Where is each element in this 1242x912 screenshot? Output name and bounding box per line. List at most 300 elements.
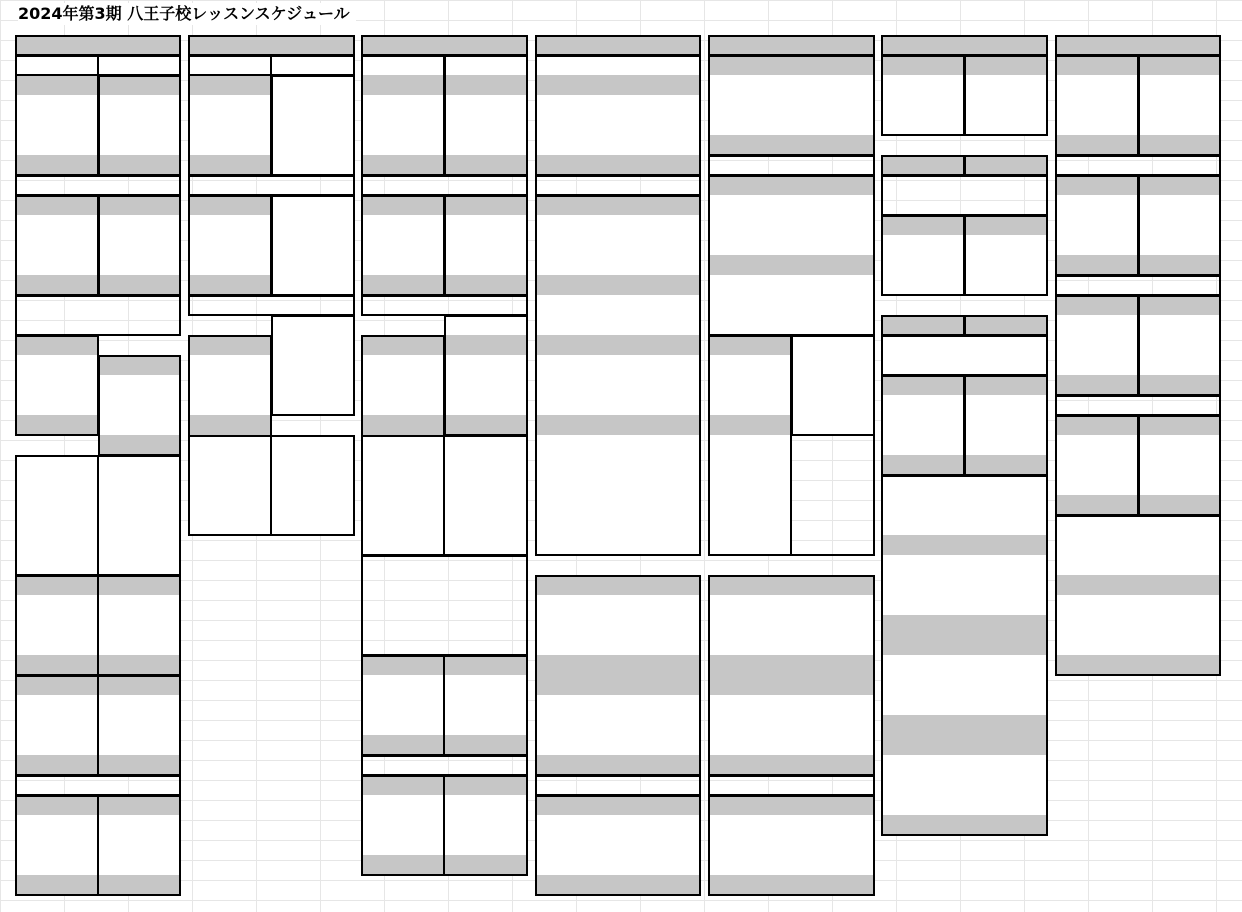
sat-name-cell xyxy=(881,655,1047,675)
sat-border-line xyxy=(881,35,883,56)
thu-time-cell xyxy=(535,875,700,895)
sat-name-cell xyxy=(881,235,964,255)
tue-border-line xyxy=(188,295,190,316)
wed-name-cell xyxy=(444,95,527,115)
mon-border-line xyxy=(179,55,181,76)
mon-capacity-cell xyxy=(98,255,180,275)
mon-instructor-cell xyxy=(15,235,98,255)
mon-time-cell xyxy=(98,435,180,455)
tue-border-line xyxy=(188,35,190,56)
fri-time-cell xyxy=(708,675,874,695)
tue-border-line xyxy=(353,35,355,56)
sun-border-line xyxy=(1138,415,1140,516)
sat-time-cell xyxy=(964,215,1047,235)
tue-border-line xyxy=(188,74,354,76)
wed-border-line xyxy=(361,755,363,776)
sat-time-cell xyxy=(964,315,1047,335)
thu-instructor-cell xyxy=(535,115,700,135)
tue-capacity-cell xyxy=(188,135,271,155)
sun-name-cell xyxy=(1055,195,1138,215)
sun-instructor-cell xyxy=(1138,455,1220,475)
sun-instructor-cell xyxy=(1055,335,1138,355)
mon-border-line xyxy=(179,355,181,456)
mon-name-cell xyxy=(98,215,180,235)
sat-border-line xyxy=(964,215,966,296)
tue-time-cell xyxy=(188,335,271,355)
mon-border-line xyxy=(179,195,181,296)
wed-border-line xyxy=(361,295,363,316)
wed-instructor-cell xyxy=(444,375,527,395)
mon-border-line xyxy=(15,575,180,577)
wed-border-line xyxy=(361,55,444,57)
sun-border-line xyxy=(1055,275,1057,296)
sun-time-cell xyxy=(1138,255,1220,275)
tue-time-cell xyxy=(188,195,271,215)
mon-border-line xyxy=(15,794,180,796)
wed-name-cell xyxy=(444,215,527,235)
thu-fc-block-cell xyxy=(535,295,700,335)
mon-border-line xyxy=(15,675,17,776)
thu-border-line xyxy=(535,175,537,196)
tue-instructor-cell xyxy=(188,115,271,135)
sat-time-cell xyxy=(881,315,964,335)
sat-border-line xyxy=(1046,175,1048,216)
wed-capacity-cell xyxy=(444,135,527,155)
sat-capacity-cell xyxy=(881,275,964,295)
mon-time-cell xyxy=(98,155,180,175)
sun-time-cell xyxy=(1138,175,1220,195)
tue-time-cell xyxy=(188,75,271,95)
mon-border-line xyxy=(15,175,17,196)
sun-border-line xyxy=(1219,395,1221,416)
sat-instructor-cell xyxy=(964,415,1047,435)
wed-border-line xyxy=(526,35,528,56)
thu-fc-block-cell xyxy=(535,435,700,555)
mon-border-line xyxy=(15,455,17,576)
sun-time-cell xyxy=(1055,175,1138,195)
tue-border-line xyxy=(188,195,190,296)
fri-time-cell xyxy=(708,755,874,775)
wed-border-line xyxy=(526,195,528,296)
sun-instructor-cell xyxy=(1055,455,1138,475)
sat-border-line xyxy=(1046,55,1048,136)
tue-border-line xyxy=(188,194,354,196)
sat-border-line xyxy=(881,315,883,336)
sun-name-cell xyxy=(1055,435,1138,455)
sat-instructor-cell xyxy=(964,95,1047,115)
mon-time-cell xyxy=(98,75,180,95)
sat-name-cell xyxy=(964,395,1047,415)
mon-border-line xyxy=(98,75,100,176)
sat-time-cell xyxy=(964,55,1047,75)
thu-name-cell xyxy=(535,815,700,835)
fri-name-cell xyxy=(708,695,874,715)
fri-instructor-cell xyxy=(708,215,874,235)
thu-capacity-cell xyxy=(535,635,700,655)
mon-time-cell xyxy=(15,415,98,435)
tue-border-line xyxy=(271,414,354,416)
tue-border-line xyxy=(188,55,354,57)
sun-border-line xyxy=(1219,35,1221,56)
fri-border-line xyxy=(791,335,793,436)
sun-border-line xyxy=(1219,515,1221,676)
sun-border-line xyxy=(1055,674,1220,676)
wed-border-line xyxy=(361,55,363,176)
mon-time-cell xyxy=(15,335,98,355)
thu-capacity-cell xyxy=(535,135,700,155)
mon-border-line xyxy=(15,35,180,37)
sat-border-line xyxy=(881,374,1047,376)
sat-name-cell xyxy=(881,755,1047,775)
sat-name-cell xyxy=(964,235,1047,255)
sat-border-line xyxy=(964,315,1047,317)
wed-capacity-cell xyxy=(361,395,444,415)
sun-border-line xyxy=(1055,55,1138,57)
tue-border-line xyxy=(188,335,271,337)
sat-fc-block-cell xyxy=(881,335,1047,375)
sat-border-line xyxy=(964,155,966,176)
sun-name-cell xyxy=(1055,315,1138,335)
mon-border-line xyxy=(179,295,181,336)
mon-border-line xyxy=(98,195,100,296)
sun-border-line xyxy=(1219,295,1221,396)
mon-border-line xyxy=(15,675,180,677)
fri-fc-block-cell xyxy=(708,275,874,335)
sat-name-cell xyxy=(881,395,964,415)
mon-border-line xyxy=(98,355,180,357)
sat-time-cell xyxy=(881,815,1047,835)
thu-time-cell xyxy=(535,415,700,435)
sun-capacity-cell xyxy=(1138,355,1220,375)
wed-border-line xyxy=(444,55,527,57)
mon-time-cell xyxy=(15,195,98,215)
fri-name-cell xyxy=(791,335,874,435)
thu-time-cell xyxy=(535,575,700,595)
thu-border-line xyxy=(535,35,700,37)
fri-capacity-cell xyxy=(708,735,874,755)
sat-border-line xyxy=(1046,155,1048,176)
sat-name-cell xyxy=(881,555,1047,575)
sat-border-line xyxy=(881,55,883,136)
sun-time-cell xyxy=(1055,55,1138,75)
sun-border-line xyxy=(1055,55,1057,156)
sat-capacity-cell xyxy=(964,275,1047,295)
sat-border-line xyxy=(881,215,883,296)
sun-time-cell xyxy=(1055,415,1138,435)
mon-day-header xyxy=(15,35,180,55)
sat-time-cell xyxy=(881,455,964,475)
fri-border-line xyxy=(708,554,874,556)
sun-border-line xyxy=(1055,35,1057,56)
fri-capacity-cell xyxy=(708,395,791,415)
tue-border-line xyxy=(188,295,354,297)
wed-border-line xyxy=(444,195,446,296)
sat-border-line xyxy=(881,335,1047,337)
sun-instructor-cell xyxy=(1138,95,1220,115)
wed-border-line xyxy=(361,874,527,876)
thu-time-cell xyxy=(535,335,700,355)
thu-capacity-cell xyxy=(535,395,700,415)
thu-border-line xyxy=(535,575,700,577)
sat-capacity-cell xyxy=(881,115,964,135)
fri-border-line xyxy=(708,335,710,556)
sat-capacity-cell xyxy=(881,595,1047,615)
mon-border-line xyxy=(15,575,17,676)
fri-border-line xyxy=(708,575,710,776)
wed-day-header xyxy=(361,35,527,55)
wed-time-cell xyxy=(444,195,527,215)
wed-time-cell xyxy=(444,335,527,355)
sun-border-line xyxy=(1055,155,1057,176)
mon-name-cell xyxy=(15,215,98,235)
thu-border-line xyxy=(535,795,537,896)
mon-border-line xyxy=(15,195,17,296)
sat-instructor-cell xyxy=(881,575,1047,595)
fri-border-line xyxy=(873,55,875,156)
thu-time-cell xyxy=(535,675,700,695)
fri-fc-block-cell xyxy=(708,435,791,555)
sun-border-line xyxy=(1219,55,1221,156)
sun-time-cell xyxy=(1055,135,1138,155)
fri-capacity-cell xyxy=(708,635,874,655)
fri-border-line xyxy=(708,55,874,57)
sun-instructor-cell xyxy=(1055,615,1220,635)
wed-time-cell xyxy=(444,75,527,95)
sun-time-cell xyxy=(1138,375,1220,395)
sat-border-line xyxy=(881,335,883,376)
mon-border-line xyxy=(179,575,181,676)
thu-name-cell xyxy=(535,695,700,715)
fri-border-line xyxy=(873,775,875,796)
sun-border-line xyxy=(1055,275,1220,277)
sun-time-cell xyxy=(1055,375,1138,395)
fri-time-cell xyxy=(708,255,874,275)
thu-border-line xyxy=(535,194,700,196)
sat-border-line xyxy=(1046,475,1048,836)
thu-time-cell xyxy=(535,755,700,775)
tue-capacity-cell xyxy=(188,395,271,415)
fri-name-cell xyxy=(708,595,874,615)
sun-capacity-cell xyxy=(1055,355,1138,375)
thu-capacity-cell xyxy=(535,735,700,755)
thu-border-line xyxy=(535,195,537,556)
thu-time-cell xyxy=(535,195,700,215)
sat-border-line xyxy=(881,834,1047,836)
sun-border-line xyxy=(1055,295,1057,396)
sat-instructor-cell xyxy=(881,255,964,275)
fri-border-line xyxy=(708,35,874,37)
mon-capacity-cell xyxy=(15,135,98,155)
fri-border-line xyxy=(708,775,874,777)
sat-border-line xyxy=(1046,315,1048,336)
thu-capacity-cell xyxy=(535,855,700,875)
tue-capacity-cell xyxy=(188,255,271,275)
sun-border-line xyxy=(1138,175,1140,276)
sat-border-line xyxy=(964,294,1047,296)
sat-time-cell xyxy=(881,155,964,175)
sun-instructor-cell xyxy=(1055,215,1138,235)
fri-time-cell xyxy=(708,655,874,675)
sun-border-line xyxy=(1138,55,1140,156)
wed-fc-block-cell xyxy=(361,55,444,75)
mon-border-line xyxy=(179,75,181,176)
mon-border-line xyxy=(15,795,17,896)
sun-time-cell xyxy=(1138,415,1220,435)
mon-border-line xyxy=(15,194,180,196)
sat-border-line xyxy=(881,175,883,216)
sat-time-cell xyxy=(881,55,964,75)
thu-border-line xyxy=(699,55,701,176)
wed-time-cell xyxy=(361,275,444,295)
fri-time-cell xyxy=(708,55,874,75)
mon-border-line xyxy=(15,434,98,436)
sat-fc-block-cell xyxy=(881,475,1047,535)
wed-border-line xyxy=(526,555,528,656)
tue-border-line xyxy=(353,295,355,316)
wed-time-cell xyxy=(361,415,444,435)
wed-capacity-cell xyxy=(361,135,444,155)
mon-border-line xyxy=(15,175,180,177)
mon-border-line xyxy=(15,455,180,457)
thu-border-line xyxy=(535,55,700,57)
sat-border-line xyxy=(964,134,1047,136)
mon-border-line xyxy=(179,775,181,796)
sun-instructor-cell xyxy=(1055,95,1138,115)
mon-time-cell xyxy=(98,355,180,375)
fri-name-cell xyxy=(708,195,874,215)
sat-border-line xyxy=(881,475,883,836)
mon-instructor-cell xyxy=(98,115,180,135)
fri-border-line xyxy=(873,175,875,336)
fri-time-cell xyxy=(708,175,874,195)
mon-border-line xyxy=(179,795,181,896)
mon-capacity-cell xyxy=(15,395,98,415)
wed-time-cell xyxy=(361,195,444,215)
tue-border-line xyxy=(188,435,190,536)
sun-name-cell xyxy=(1055,75,1138,95)
tue-time-cell xyxy=(188,275,271,295)
mon-border-line xyxy=(179,675,181,776)
sat-border-line xyxy=(881,155,883,176)
wed-border-line xyxy=(444,55,446,176)
sun-capacity-cell xyxy=(1138,475,1220,495)
thu-border-line xyxy=(535,35,537,56)
thu-fc-block-cell xyxy=(535,55,700,75)
sat-border-line xyxy=(964,375,966,476)
sat-time-cell xyxy=(964,155,1047,175)
thu-border-line xyxy=(699,775,701,796)
fri-border-line xyxy=(873,155,875,176)
thu-border-line xyxy=(535,554,700,556)
mon-border-line xyxy=(15,295,180,297)
sat-time-cell xyxy=(881,735,1047,755)
thu-name-cell xyxy=(535,355,700,375)
wed-border-line xyxy=(526,435,528,556)
wed-border-line xyxy=(361,435,527,437)
mon-name-cell xyxy=(98,95,180,115)
tue-name-cell xyxy=(271,75,354,175)
sat-time-cell xyxy=(881,615,1047,635)
fri-border-line xyxy=(708,155,874,157)
tue-border-line xyxy=(353,75,355,176)
wed-name-cell xyxy=(444,355,527,375)
sun-name-cell xyxy=(1138,195,1220,215)
sun-time-cell xyxy=(1138,295,1220,315)
sat-border-line xyxy=(881,214,1047,216)
mon-capacity-cell xyxy=(98,415,180,435)
wed-border-line xyxy=(361,655,363,756)
tue-border-line xyxy=(188,534,354,536)
sat-border-line xyxy=(881,294,964,296)
fri-instructor-cell xyxy=(708,615,874,635)
thu-border-line xyxy=(535,894,700,896)
sun-border-line xyxy=(1055,174,1220,176)
tue-name-cell xyxy=(271,315,354,415)
wed-instructor-cell xyxy=(444,115,527,135)
fri-border-line xyxy=(708,335,874,337)
tue-border-line xyxy=(188,35,354,37)
sun-border-line xyxy=(1055,515,1057,676)
sat-capacity-cell xyxy=(881,435,964,455)
mon-name-cell xyxy=(98,375,180,395)
wed-time-cell xyxy=(361,75,444,95)
sat-capacity-cell xyxy=(881,795,1047,815)
sun-border-line xyxy=(1219,275,1221,296)
sun-time-cell xyxy=(1055,575,1220,595)
thu-border-line xyxy=(699,575,701,776)
wed-capacity-cell xyxy=(444,395,527,415)
sun-name-cell xyxy=(1055,595,1220,615)
wed-border-line xyxy=(444,315,446,436)
sun-border-line xyxy=(1055,515,1220,517)
wed-capacity-cell xyxy=(361,255,444,275)
sun-capacity-cell xyxy=(1055,115,1138,135)
sun-instructor-cell xyxy=(1138,215,1220,235)
fri-border-line xyxy=(873,795,875,896)
sat-border-line xyxy=(1046,35,1048,56)
mon-time-cell xyxy=(15,275,98,295)
sat-border-line xyxy=(881,134,964,136)
mon-border-line xyxy=(15,295,17,336)
thu-border-line xyxy=(535,775,537,796)
sun-border-line xyxy=(1138,55,1220,57)
fri-time-cell xyxy=(708,795,874,815)
sun-border-line xyxy=(1138,295,1140,396)
mon-border-line xyxy=(15,334,180,336)
mon-instructor-cell xyxy=(98,235,180,255)
mon-border-line xyxy=(15,894,180,896)
fri-time-cell xyxy=(708,875,874,895)
thu-instructor-cell xyxy=(535,715,700,735)
sat-time-cell xyxy=(881,375,964,395)
mon-border-line xyxy=(97,455,99,776)
fri-border-line xyxy=(708,575,874,577)
fri-capacity-cell xyxy=(708,115,874,135)
fri-border-line xyxy=(708,894,874,896)
sat-border-line xyxy=(1046,335,1048,376)
sat-instructor-cell xyxy=(881,675,1047,695)
fri-time-cell xyxy=(708,575,874,595)
thu-border-line xyxy=(535,794,700,796)
sat-border-line xyxy=(964,315,966,336)
wed-border-line xyxy=(526,315,528,436)
wed-time-cell xyxy=(361,335,444,355)
sun-time-cell xyxy=(1055,655,1220,675)
tue-border-line xyxy=(271,195,273,296)
tue-time-cell xyxy=(188,415,271,435)
wed-border-line xyxy=(361,774,527,776)
fri-instructor-cell xyxy=(708,715,874,735)
